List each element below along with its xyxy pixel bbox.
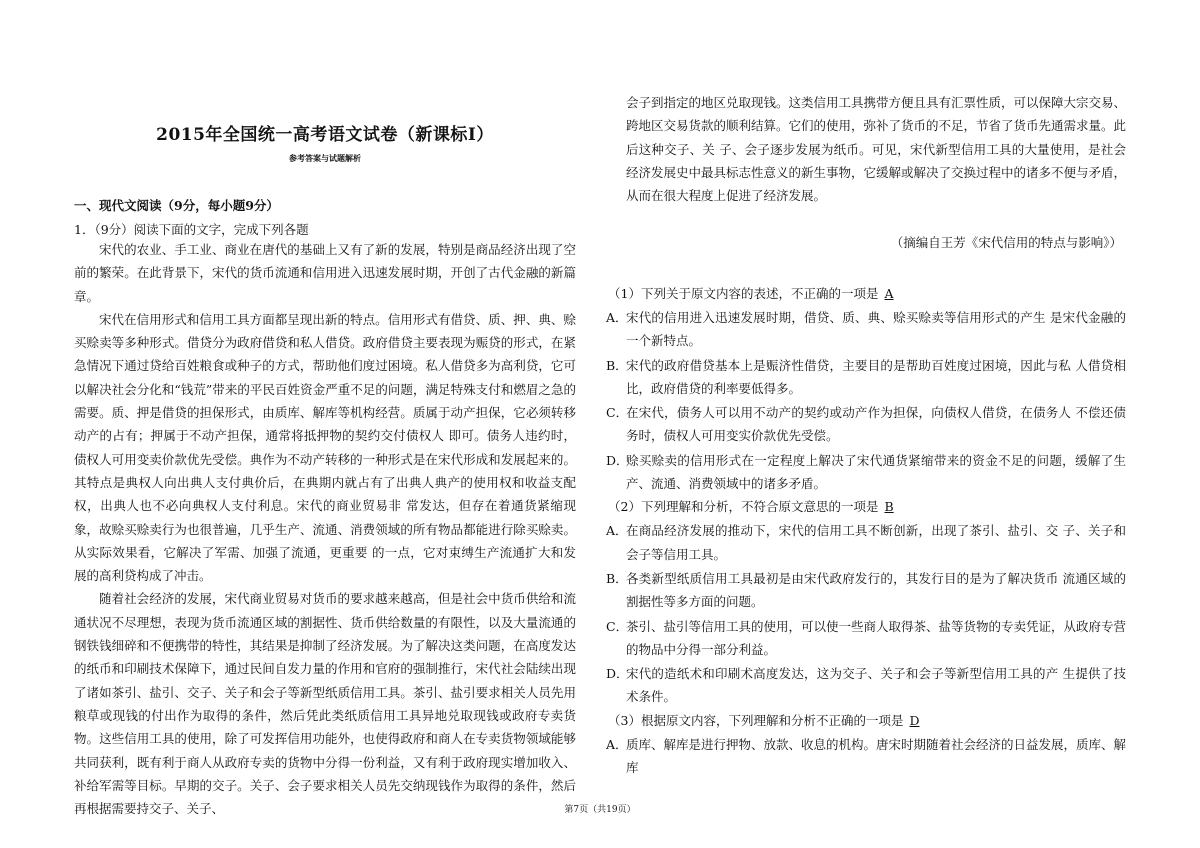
question-2-heading [604,496,1126,518]
question-1-option-a [604,306,1126,353]
passage-source: （摘编自王芳《宋代信用的特点与影响》） [890,235,1122,250]
option-letter: B． [606,357,628,373]
question-1-answer: A [884,286,894,301]
option-letter: D． [606,666,629,682]
reading-passage-left [74,238,576,820]
passage-continuation: 会子到指定的地区兑取现钱。这类信用工具携带方便且具有汇票性质，可以保障大宗交易、跨地区交易货款的顺利结算。它们的使用，弥补了货币的不足，节省了货币先通需求量。此后这种交子、关 子、会子逐步发展为纸币。可见，宋代新型信用工具的大量使用，是社会经济发展史中最具标志性意义的新生事物，它缓解或解决了交换过程中的诸多不便与矛盾，从而在很大程度上促进了经济发展。 [626,95,1127,204]
question-2-option-b [604,567,1126,614]
question-2-option-d [604,662,1126,709]
option-letter: B． [606,570,628,586]
question-3-answer: D [909,712,920,728]
section-heading: 一、现代文阅读（9分，每小题9分） [74,198,279,213]
option-text: 各类新型纸质信用工具最初是由宋代政府发行的，其发行目的是为了解决货币 流通区域的割据性等多方面的问题。 [626,570,1126,610]
option-letter: A． [606,523,628,539]
page-footer: 第7页（共19页） [564,805,636,815]
question-2-answer: B [884,499,894,515]
question-3-heading [604,710,1126,732]
question-2-option-a [604,519,1126,566]
question-2-option-c [604,615,1126,662]
question-1-text: （1）下列关于原文内容的表述，不正确的一项是 [608,286,879,301]
option-text: 在商品经济发展的推动下，宋代的信用工具不断创新，出现了茶引、盐引、交 子、关子和会子等信用工具。 [626,523,1126,562]
option-text: 质库、解库是进行押物、放款、收息的机构。唐宋时期随着社会经济的日益发展，质库、解库 [626,736,1127,776]
question-2-text: （2）下列理解和分析，不符合原文意思的一项是 [608,499,879,515]
passage-paragraph-3: 随着社会经济的发展，宋代商业贸易对货币的要求越来越高，但是社会中货币供给和流通状况不尽理想，表现为货币流通区域的割据性、货币供给数量的有限性，以及大量流通的钢铁钱细碎和不便携带的特性，其结果是抑制了经济发展。为了解决这类问题，在高度发达的纸币和印刷技术保障下，通过民间自发力量的作用和官府的强制推行，宋代社会陆续出现了诸如茶引、盐引、交子、关子和会子等新型纸质信用工具。茶引、盐引要求相关人员先用粮草或现钱的付出作为取得的条件，然后凭此类纸质信用工具异地兑取现钱或政府专卖货物。这些信用工具的使用，除了可发挥信用功能外，也使得政府和商人在专卖货物领域能够共同获利，既有利于商人从政府专卖的货物中分得一份利益，又有利于政府现实增加收入、补给军需等目标。早期的交子。关子、会子要求相关人员先交纳现钱作为取得的条件，然后再根据需要持交子、关子、 [74,591,576,817]
question-1-option-b [604,354,1126,401]
questions-block [604,283,1126,780]
option-letter: C． [606,618,629,634]
question-1-heading [604,283,1126,305]
option-text: 在宋代，债务人可以用不动产的契约或动产作为担保，向债权人借贷，在债务人 不偿还债务时，债权人可用变实价款优先受偿。 [626,405,1126,444]
question-3-option-a [604,733,1126,780]
question-prompt: 1．（9分）阅读下面的文字，完成下列各题 [74,222,309,237]
option-text: 茶引、盐引等信用工具的使用，可以使一些商人取得茶、盐等货物的专卖凭证，从政府专营的物品中分得一部分利益。 [626,618,1127,657]
document-title: 2015年全国统一高考语文试卷（新课标Ⅰ） [156,125,494,145]
passage-paragraph-2: 宋代在信用形式和信用工具方面都呈现出新的特点。信用形式有借贷、质、押、典、赊买赊卖等多种形式。借贷分为政府借贷和私人借贷。政府借贷主要表现为赈贷的形式，在紧急情况下通过贷给百姓粮食或种子的方式，帮助他们度过困境。私人借贷多为高利贷，它可以解决社会分化和“钱荒”带来的平民百姓资金严重不足的问题，满足特殊支付和燃眉之急的需要。质、押是借贷的担保形式，由质库、解库等机构经营。质属于动产担保，它必须转移动产的占有；押属于不动产担保，通常将抵押物的契约交付债权人 即可。债务人违约时，债权人可用变卖价款优先受偿。典作为不动产转移的一种形式是在宋代形成和发展起来的。其特点是典权人向出典人支付典价后，在典期内就占有了出典人典产的使用权和收益支配权，出典人也不必向典权人支付利息。宋代的商业贸易非 常发达，但存在着通货紧缩现象，故赊买赊卖行为也很普遍，几乎生产、流通、消费领域的所有物品都能进行除买赊卖。从实际效果看，它解决了军需、加强了流通，更重要 的一点，它对束缚生产流通扩大和发展的高利贷构成了冲击。 [74,311,576,584]
option-letter: C． [606,405,629,421]
question-1-option-c [604,401,1126,448]
option-letter: A． [606,310,628,325]
option-text: 赊买赊卖的信用形式在一定程度上解决了宋代通货紧缩带来的资金不足的问题，缓解了生产、流通、消费领域中的诸多矛盾。 [626,452,1126,492]
passage-paragraph-1: 宋代的农业、手工业、商业在唐代的基础上又有了新的发展，特别是商品经济出现了空前的繁荣。在此背景下，宋代的货币流通和信用进入迅速发展时期，开创了古代金融的新篇章。 [74,242,576,304]
question-3-text: （3）根据原文内容，下列理解和分析不正确的一项是 [608,712,904,728]
document-subtitle: 参考答案与试题解析 [289,153,361,163]
option-text: 宋代的政府借贷基本上是赈济性借贷，主要目的是帮助百姓度过困境，因此与私 人借贷相比，政府借贷的利率要低得多。 [626,357,1126,396]
reading-passage-right [626,91,1126,207]
option-letter: D． [606,452,629,468]
option-text: 宋代的信用进入迅速发展时期，借贷、质、典、赊买赊卖等信用形式的产生 是宋代金融的一个新特点。 [626,310,1126,349]
question-1-option-d [604,449,1126,496]
option-letter: A． [606,736,628,752]
option-text: 宋代的造纸术和印刷术高度发达，这为交子、关子和会子等新型信用工具的产 生提供了技术条件。 [626,666,1126,705]
